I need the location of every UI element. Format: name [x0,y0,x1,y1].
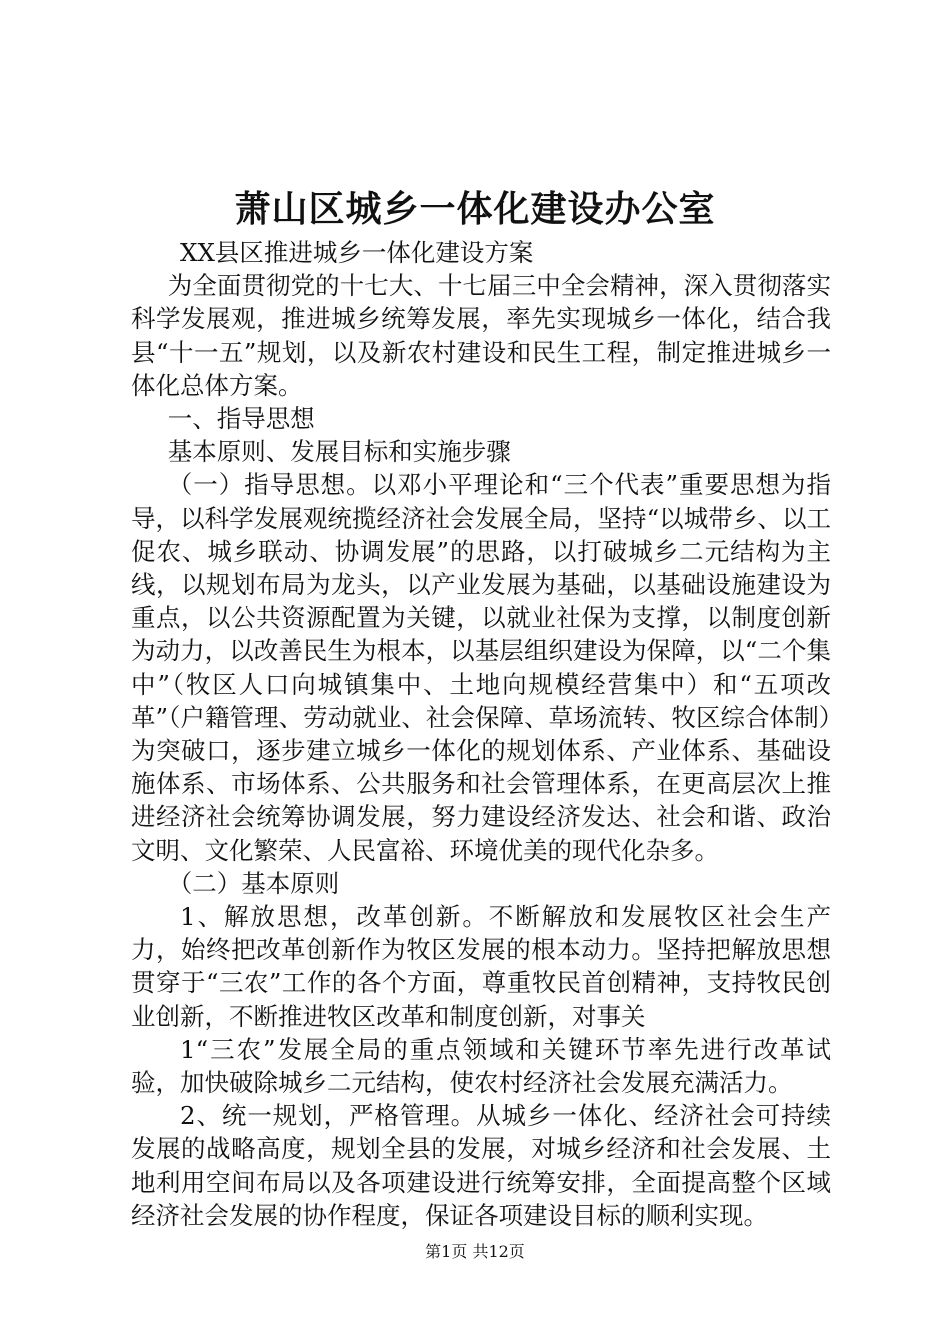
page-footer: 第1页 共12页 [425,1242,525,1261]
document-title: 萧山区城乡一体化建设办公室 [234,188,716,230]
paragraph-principle-2: 2、统一规划，严格管理。从城乡一体化、经济社会可持续发展的战略高度，规划全县的发展，对城乡经济和社会发展、土地利用空间布局以及各项建设进行统筹安排，全面提高整个区域经济社会发展的协作程度，保证各项建设目标的顺利实现。 [131,1101,831,1230]
paragraph-guiding-ideology: （一）指导思想。以邓小平理论和“三个代表”重要思想为指导，以科学发展观统揽经济社会发展全局，坚持“以城带乡、以工促农、城乡联动、协调发展”的思路，以打破城乡二元结构为主线，以规划布局为龙头，以产业发展为基础，以基础设施建设为重点，以公共资源配置为关键，以就业社保为支撑，以制度创新为动力，以改善民生为根本，以基层组织建设为保障，以“二个集中”（牧区人口向城镇集中、土地向规模经营集中）和“五项改革”（户籍管理、劳动就业、社会保障、草场流转、牧区综合体制）为突破口，逐步建立城乡一体化的规划体系、产业体系、基础设施体系、市场体系、公共服务和社会管理体系，在更高层次上推进经济社会统筹协调发展，努力建设经济发达、社会和谐、政治文明、文化繁荣、人民富裕、环境优美的现代化杂多。 [131,470,831,865]
paragraph-principle-1: 1、解放思想，改革创新。不断解放和发展牧区社会生产力，始终把改革创新作为牧区发展的根本动力。坚持把解放思想贯穿于“三农”工作的各个方面，尊重牧民首创精神，支持牧民创业创新，不断推进牧区改革和制度创新，对事关 [131,902,831,1031]
paragraph-intro: 为全面贯彻党的十七大、十七届三中全会精神，深入贯彻落实科学发展观，推进城乡统筹发展，率先实现城乡一体化，结合我县“十一五”规划，以及新农村建设和民生工程，制定推进城乡一体化总体方案。 [131,271,831,400]
paragraph-heading-basic-principles: （二）基本原则 [167,868,340,898]
document-body [131,236,831,1232]
paragraph-heading-guiding-ideology: 一、指导思想 [167,404,315,434]
paragraph-principle-1-continued: 1“三农”发展全局的重点领域和关键环节率先进行改革试验，加快破除城乡二元结构，使农村经济社会发展充满活力。 [131,1034,831,1098]
paragraph-subheading-principles: 基本原则、发展目标和实施步骤 [167,437,511,467]
paragraph-plan-title: XX县区推进城乡一体化建设方案 [180,238,534,267]
